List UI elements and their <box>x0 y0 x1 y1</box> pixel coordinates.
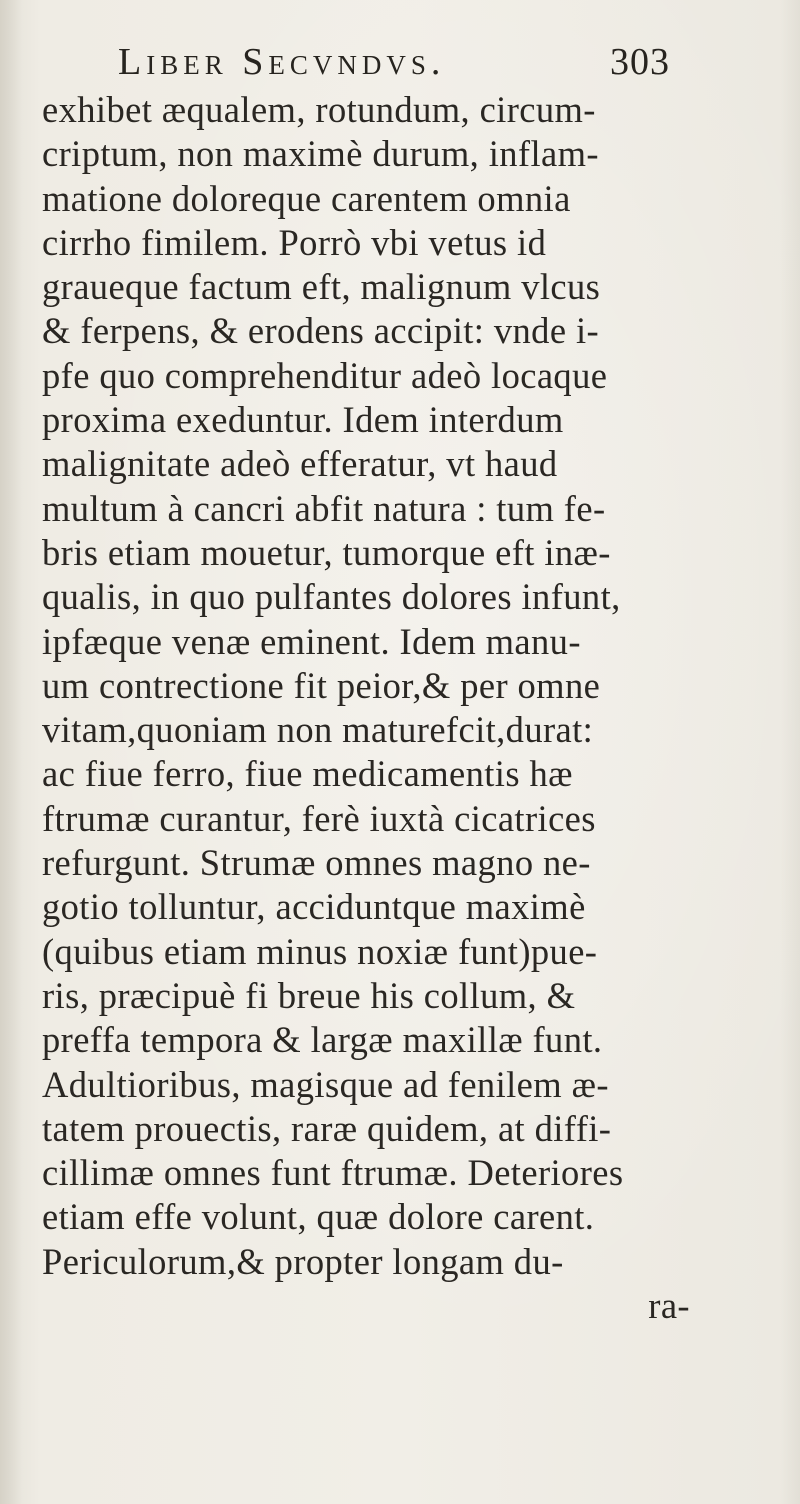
text-line: ftrumæ curantur, ferè iuxtà cicatrices <box>42 797 596 839</box>
text-line: proxima exeduntur. Idem interdum <box>42 399 564 441</box>
text-line: Adultioribus, magisque ad fenilem æ- <box>42 1063 609 1105</box>
text-line: um contrectione fit peior,& per omne <box>42 664 601 706</box>
text-line: graueque factum eft, malignum vlcus <box>42 266 601 308</box>
text-line: ris, præcipuè fi breue his collum, & <box>42 974 576 1016</box>
text-line: multum à cancri abfit natura : tum fe- <box>42 487 606 529</box>
running-head-title: Liber Secvndvs. <box>118 41 446 83</box>
text-line: qualis, in quo pulfantes dolores infunt, <box>42 576 621 618</box>
text-line: refurgunt. Strumæ omnes magno ne- <box>42 842 591 884</box>
catchword: ra- <box>648 1285 690 1327</box>
body-text <box>42 88 782 1328</box>
text-line: etiam effe volunt, quæ dolore carent. <box>42 1196 595 1238</box>
text-line: & ferpens, & erodens accipit: vnde i- <box>42 310 600 352</box>
text-line: (quibus etiam minus noxiæ funt)pue- <box>42 930 598 972</box>
page-gutter-shadow <box>0 0 22 1504</box>
text-line: ac fiue ferro, fiue medicamentis hæ <box>42 753 573 795</box>
text-line: bris etiam mouetur, tumorque eft inæ- <box>42 531 611 573</box>
text-line: criptum, non maximè durum, inflam- <box>42 133 599 175</box>
text-line: cirrho fimilem. Porrò vbi vetus id <box>42 221 547 263</box>
text-line: vitam,quoniam non maturefcit,durat: <box>42 709 594 751</box>
text-line: exhibet æqualem, rotundum, circum- <box>42 89 596 130</box>
text-line: pfe quo comprehenditur adeò locaque <box>42 354 608 396</box>
text-line: Periculorum,& propter longam du- <box>42 1240 564 1282</box>
text-line: ipfæque venæ eminent. Idem manu- <box>42 620 581 662</box>
text-line: preffa tempora & largæ maxillæ funt. <box>42 1019 603 1061</box>
text-line: cillimæ omnes funt ftrumæ. Deteriores <box>42 1152 624 1194</box>
running-head <box>118 40 678 84</box>
text-line: matione doloreque carentem omnia <box>42 177 571 219</box>
page-number: 303 <box>610 41 670 83</box>
text-line: tatem prouectis, raræ quidem, at diffi- <box>42 1107 612 1149</box>
text-line: malignitate adeò efferatur, vt haud <box>42 443 558 485</box>
text-line: gotio tolluntur, acciduntque maximè <box>42 886 586 928</box>
